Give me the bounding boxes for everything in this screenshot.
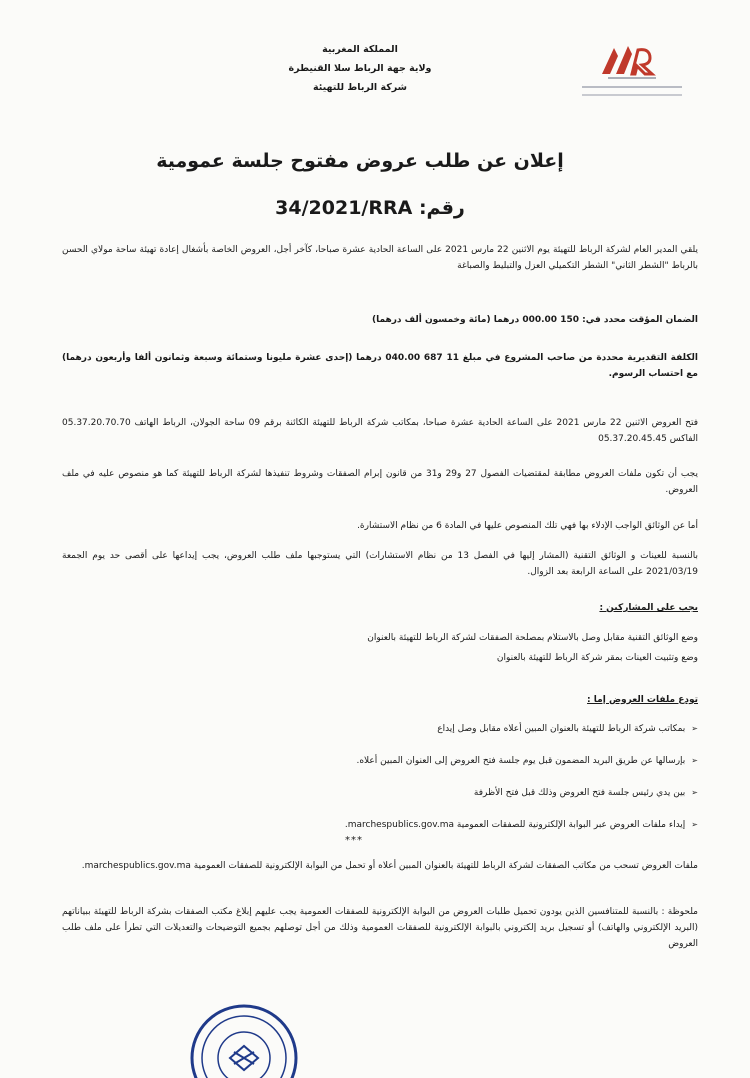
guarantee-paragraph: الضمان المؤقت محدد في: 150 000.00 درهما (مائة وخمسون ألف درهما) <box>371 315 698 325</box>
arrow-bullet-icon: ➢ <box>691 820 698 829</box>
deposit-item: ➢إيداء ملفات العروض عبر البوابة الإلكترونية للصفقات العمومية marchespublics.gov.ma. <box>344 820 698 830</box>
contents-paragraph: يجب أن تكون ملفات العروض مطابقة لمقتضيات الفصول 27 و29 و31 من قانون إبرام الصفقات وشروط تنفيذها لشركة الرباط للتهيئة كما هو منصوص عليه في ملف العروض. <box>62 469 698 495</box>
participants-item: وضع وتثبيت العينات بمقر شركة الرباط للتهيئة بالعنوان <box>496 653 698 663</box>
samples-paragraph: بالنسبة للعينات و الوثائق التقنية (المشار إليها في الفصل 13 من نظام الاستشارات) التي يستوجبها ملف طلب العروض، يجب إيداعها على أقصى حد يوم الجمعة 2021/03/19 على الساعة الرابعة بعد الزوال. <box>62 551 699 577</box>
document-title: إعلان عن طلب عروض مفتوح جلسة عمومية <box>156 150 564 172</box>
note-paragraph: ملحوظة : بالنسبة للمتنافسين الذين يودون تحميل طلبات العروض من البوابة الإلكترونية للصفقات العمومية يجب عليهم إبلاغ مكتب الصفقات بشركة الرباط للتهيئة ببياناتهم (البريد الإلكتروني والهاتف) أو تسجيل بريد إلكتروني بالبوابة الإلكترونية للصفقات العمومية وذلك من أجل توصلهم بجميع التوضيحات والتعديلات التي تطرأ على ملف طلب العروض <box>62 907 698 949</box>
deposit-item: ➢بين يدي رئيس جلسة فتح العروض وذلك قبل فتح الأظرفة <box>473 788 698 798</box>
deposit-item: ➢بمكاتب شركة الرباط للتهيئة بالعنوان المبين أعلاه مقابل وصل إيداع <box>437 724 698 734</box>
header-kingdom: المملكة المغربية <box>322 44 398 55</box>
arrow-bullet-icon: ➢ <box>691 756 698 765</box>
documents-paragraph: أما عن الوثائق الواجب الإدلاء بها فهي تلك المنصوص عليها في المادة 6 من نظام الاستشارة. <box>357 521 698 531</box>
deposit-item: ➢بإرسالها عن طريق البريد المضمون قبل يوم جلسة فتح العروض إلى العنوان المبين أعلاه. <box>356 756 698 766</box>
reference-value: 34/2021/RRA <box>275 197 413 219</box>
intro-paragraph: يلقي المدير العام لشركة الرباط للتهيئة يوم الاثنين 22 مارس 2021 على الساعة الحادية عشرة صباحا، كآخر أجل، العروض الخاصة بأشغال إعادة تهيئة ساحة مولاي الحسن بالرباط "الشطر الثاني" الشطر التكميلي العزل والتبليط والصباغة <box>62 245 698 271</box>
reference-label: رقم: <box>418 197 465 219</box>
header-company: شركة الرباط للتهيئة <box>313 82 407 93</box>
document-header <box>270 40 450 97</box>
opening-paragraph: فتح العروض الاثنين 22 مارس 2021 على الساعة الحادية عشرة صباحا، بمكاتب شركة الرباط للتهيئة الكائنة برقم 09 ساحة الجولان، الرباط الهاتف 05.37.20.70.70 الفاكس 05.37.20.45.45 <box>62 418 699 444</box>
arrow-bullet-icon: ➢ <box>691 724 698 733</box>
participants-heading: يجب على المشاركين : <box>599 603 698 613</box>
reference-number <box>220 197 520 219</box>
cost-paragraph: الكلفة التقديرية محددة من صاحب المشروع في مبلغ 11 687 040.00 درهما (إحدى عشرة مليونا وستمائة وسبعة وثمانون ألفا وأربعون درهما) مع احتساب الرسوم. <box>62 353 698 379</box>
participants-item: وضع الوثائق التقنية مقابل وصل بالاستلام بمصلحة الصفقات لشركة الرباط للتهيئة بالعنوان <box>367 633 698 643</box>
header-region: ولاية جهة الرباط سلا القنيطرة <box>288 63 432 74</box>
section-separator: *** <box>345 835 363 846</box>
download-paragraph: ملفات العروض تسحب من مكاتب الصفقات لشركة الرباط للتهيئة بالعنوان المبين أعلاه أو تحمل من البوابة الإلكترونية للصفقات العمومية marchespublics.gov.ma. <box>81 861 698 871</box>
company-stamp <box>180 1000 308 1078</box>
arrow-bullet-icon: ➢ <box>691 788 698 797</box>
deposit-heading: تودع ملفات العروض إما : <box>587 695 698 705</box>
company-logo <box>572 34 690 98</box>
